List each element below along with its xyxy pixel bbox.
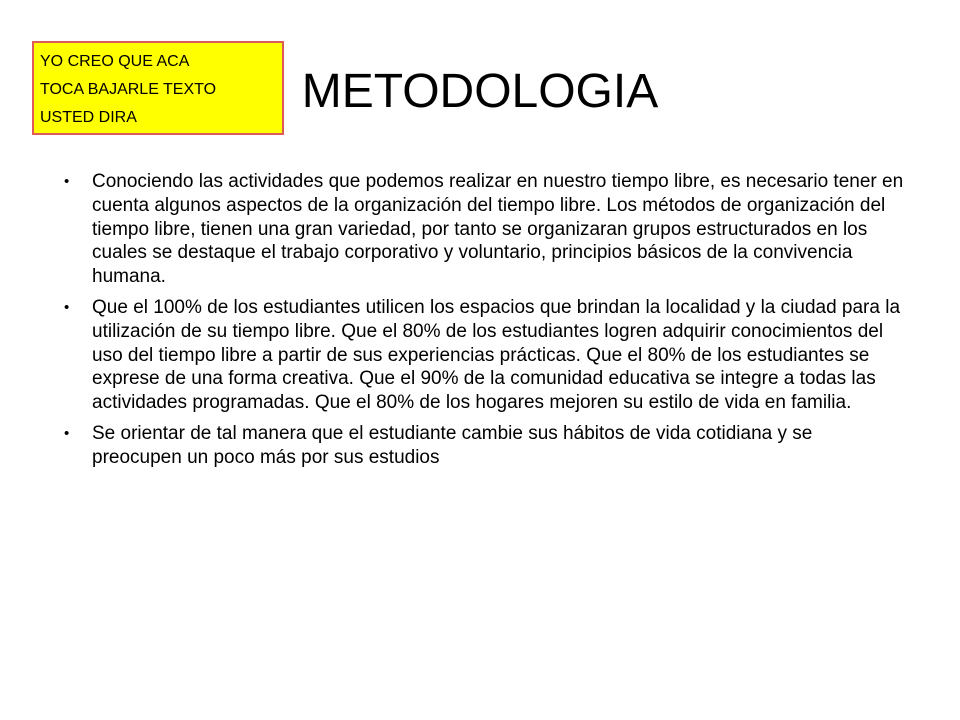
bullet-icon: • — [64, 173, 70, 190]
note-line-2: TOCA BAJARLE TEXTO — [40, 81, 217, 98]
bullet-text: Conociendo las actividades que podemos realizar en nuestro tiempo libre, es necesario tener en cuenta algunos aspectos de la organización del tiempo libre. Los métodos de organización del tiempo libre, tienen una gran variedad, por tanto se organizaran grupos estructurados en los cuales se destaque el trabajo corporativo y voluntario, principios básicos de la convivencia humana. — [92, 171, 904, 288]
bullet-icon: • — [64, 298, 70, 316]
list-item — [64, 296, 904, 415]
sticky-note — [32, 41, 284, 135]
list-item — [64, 422, 904, 470]
bullet-text: Se orientar de tal manera que el estudiante cambie sus hábitos de vida cotidiana y se preocupen un poco más por sus estudios — [92, 422, 813, 468]
list-item — [64, 170, 904, 289]
slide-title: METODOLOGIA — [301, 65, 659, 118]
bullet-list — [64, 170, 904, 477]
note-line-1: YO CREO QUE ACA — [40, 53, 190, 70]
bullet-text: Que el 100% de los estudiantes utilicen los espacios que brindan la localidad y la ciudad para la utilización de su tiempo libre. Que el 80% de los estudiantes logren adquirir conocimientos del uso del tiempo libre a partir de sus experiencias prácticas. Que el 80% de los estudiantes se exprese de una forma creativa. Que el 90% de la comunidad educativa se integre a todas las actividades programadas. Que el 80% de los hogares mejoren su estilo de vida en familia. — [92, 296, 901, 414]
bullet-icon: • — [64, 424, 70, 442]
note-line-3: USTED DIRA — [40, 109, 137, 126]
